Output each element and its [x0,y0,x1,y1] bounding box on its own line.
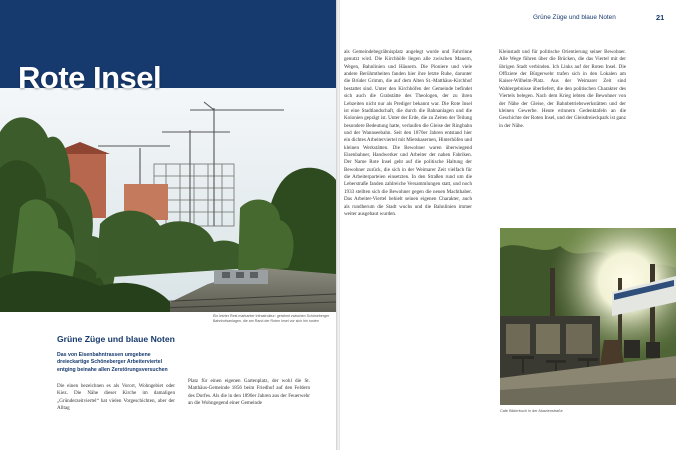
photo-caption: Ein letzter Rest markanter Infrastruktur: gerahmt zwischen Schöneberger Bahnhofsanlagen, die am Rand der Roten Insel vor sich hin rosten [213,314,330,323]
left-page [0,0,336,450]
body-column-4: Kleinstadt und für politische Orientierung seiner Bewohner. Alle Wege führen über die Brücken, die das Viertel mit der übrigen Stadt verbinden. Ich Links auf der Roten Insel. Die Offiziere der Bürgerwehr trafen sich in den Lokalen am Kaiser-Wilhelm-Platz. Aus der Weimarer Zeit sind Wahlergebnisse überliefert, die den politischen Charakter des Viertels belegen. Nach dem Krieg lebten die Bewohner von der Nähe der Gleise, der Bahnbetriebswerkstätten und der kleinen Gewerbe. Heute erinnern Gedenktafeln an die Geschichte der Roten Insel, und der Gleisdreieckpark ist ganz in der Nähe. [499,49,626,129]
photo-caption-right: Café Bilderbuch in der Akazienstraße [500,409,563,413]
page-number: 21 [656,13,665,22]
body-column-2: Platz für einen eigenen Gartenplatz, der wohl die St. Matthäus-Gemeinde 1856 beim Friedhof auf den Feldern des Dorfes. Als die in den 1890er Jahren aus der Feuerwehr an die Wohngegend einer Gemeinde [188,378,310,407]
body-column-1: Die einen bezeichnen es als Vorort, Wohngebiet oder Kiez. Die Nähe dieser Kirche im damaligen „Gründerzeitviertel“ hat vielen Vorgeschichten, aber der Alltag [57,383,175,412]
article-lead: Das von Eisenbahntrassen umgebene dreieckartige Schöneberger Arbeiterviertel entging beinahe allen Zerstörungsversuchen [57,352,168,373]
cityscape-photo [0,88,336,312]
cafe-photo [500,228,676,405]
page-title: Rote Insel [18,60,162,95]
body-column-3: als Gemeindebegräbnisplatz angelegt wurde und Fahrrinne genutzt wird. Die Kirchhöfe liegen alle zwischen Mauern, Wegen, Bahnlinien und Häusern. Die Pioniere und viele andere Berühmtheiten fanden hier ihre letzte Ruhe, darunter die Brüder Grimm, die auf dem Alten St.-Matthäus-Kirchhof bestattet sind. Unter den Kirchhöfen der Gemeinde befindet sich auch die Grabstätte des Theologen, der zu ihren Lebzeiten nicht nur als Prediger bekannt war. Die Rote Insel ist eine Stadtlandschaft, die durch die Bahnanlagen und die Kolonien geprägt ist. Unter der Erde, die zu Zeiten der Teilung besondere Bedeutung hatte, verlaufen die Gleise der Ringbahn und der Wannseebahn. Seit den 1870er Jahren entstand hier ein dichtes Arbeiterviertel mit Mietskasernen, Hinterhöfen und kleinen Werkstätten. Die Bewohner waren überwiegend Eisenbahner, Handwerker und Arbeiter der nahen Fabriken. Der Name Rote Insel geht auf die politische Haltung der Bewohner zurück, die sich in der Weimarer Zeit vielfach für die Arbeiterparteien einsetzten. In den Straßen rund um die Leberstraße fanden zahlreiche Versammlungen statt, und noch 1933 stellten sich die Bewohner gegen die neuen Machthaber. Das Arbeiter-Viertel behielt seinen eigenen Charakter, auch als rundherum die Stadt wuchs und die Bahnlinien immer weiter ausgebaut wurden. [344,49,473,217]
running-head: Grüne Züge und blaue Noten [533,14,616,21]
right-page [340,0,676,450]
article-subhead: Grüne Züge und blaue Noten [57,334,175,344]
